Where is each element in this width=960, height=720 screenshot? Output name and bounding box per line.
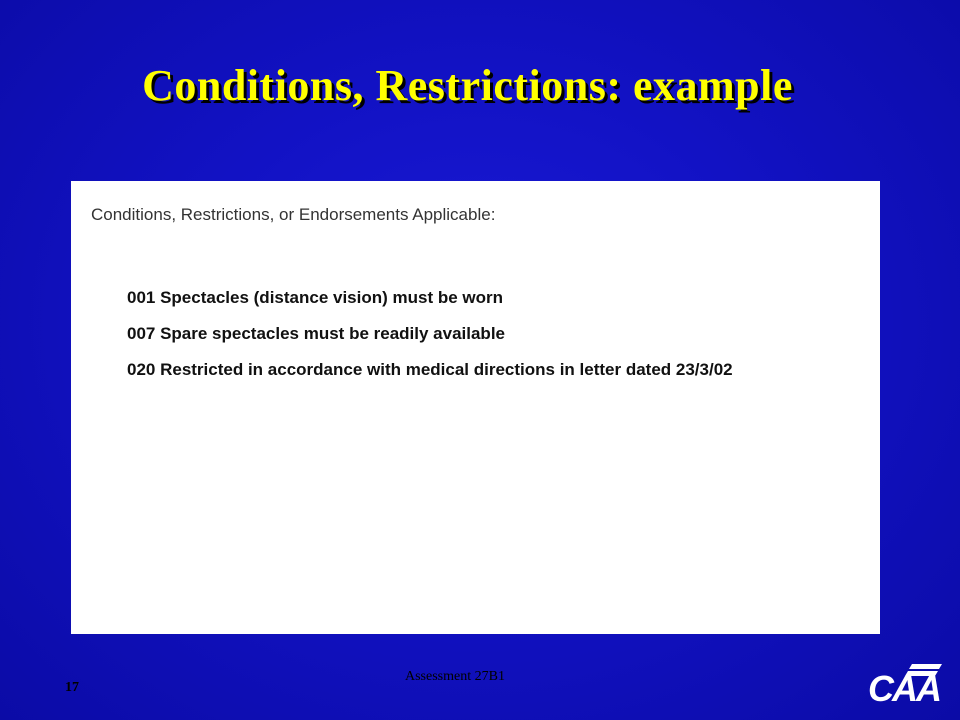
document-heading: Conditions, Restrictions, or Endorsements Applicable: [91,205,496,224]
footer-text: Assessment 27B1 [405,669,505,684]
logo-text: CAA [868,668,940,709]
restriction-item: 007 Spare spectacles must be readily available [127,324,505,343]
caa-logo-icon [868,660,944,710]
restriction-item: 020 Restricted in accordance with medical directions in letter dated 23/3/02 [127,360,733,379]
restriction-item: 001 Spectacles (distance vision) must be worn [127,288,504,307]
slide-title: Conditions, Restrictions: example [142,61,793,110]
page-number: 17 [65,680,79,695]
restriction-list [127,287,733,395]
scanned-document-panel [71,181,880,634]
